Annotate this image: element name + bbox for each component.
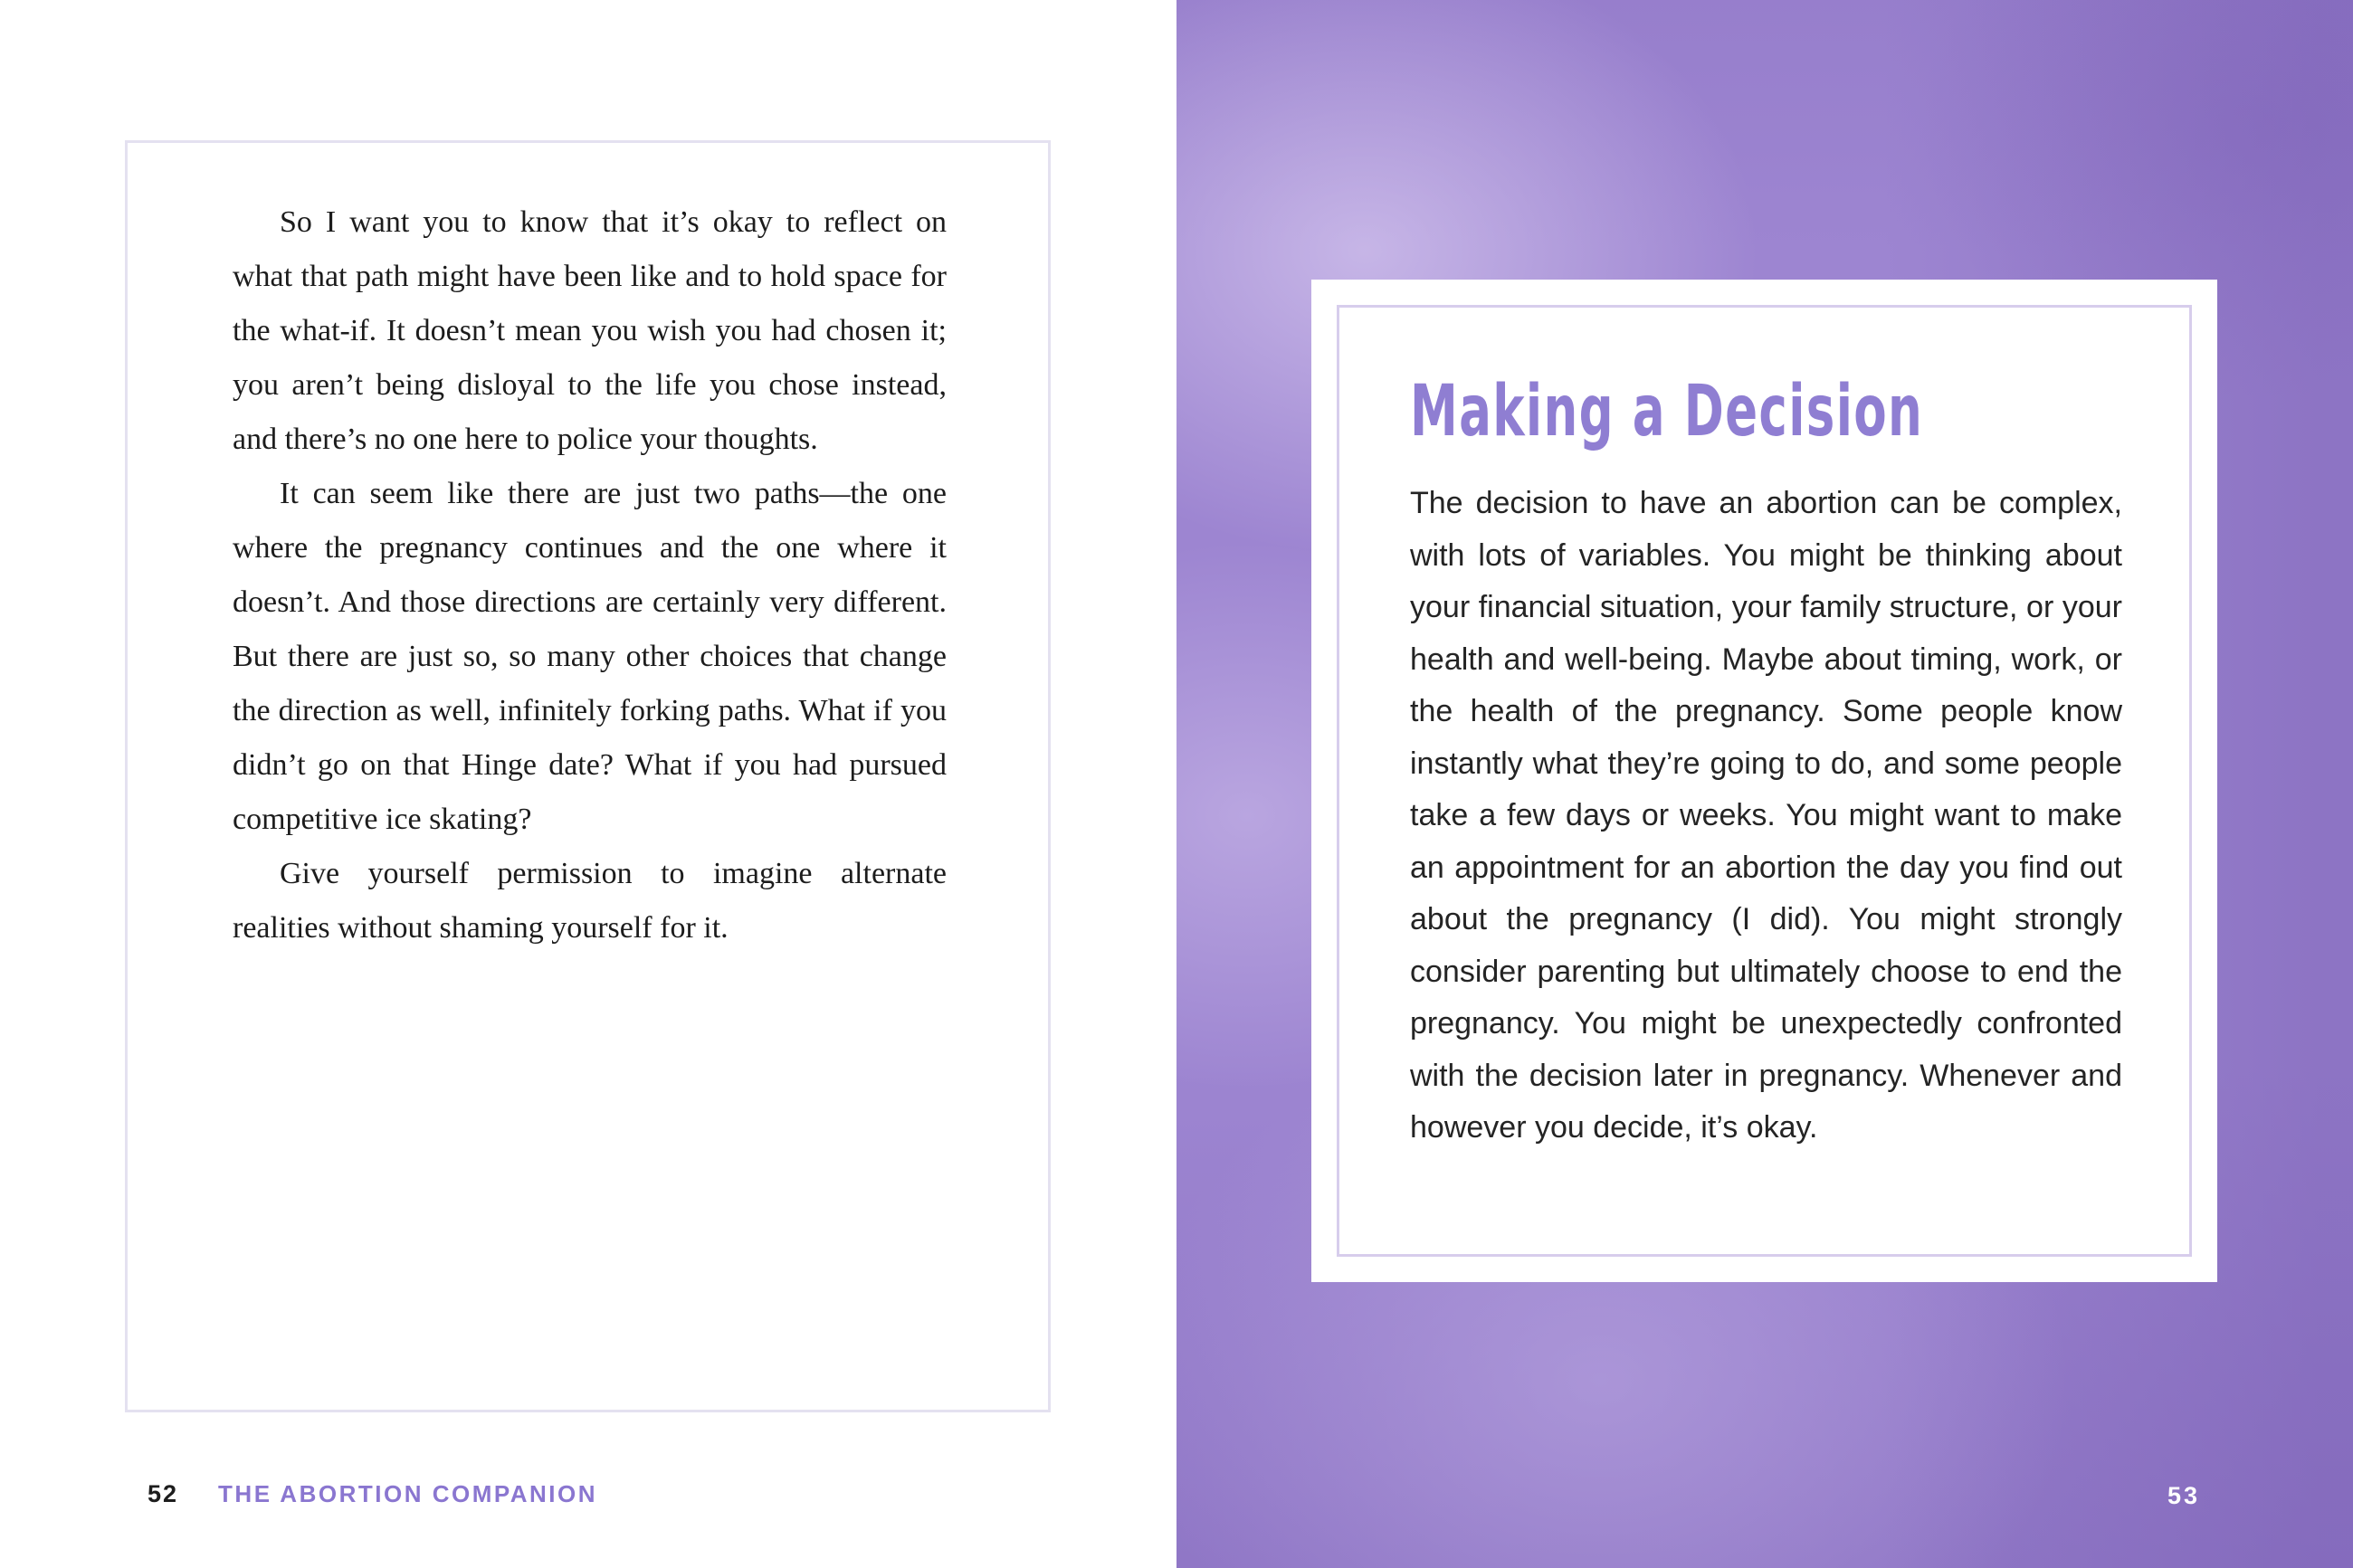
running-title: THE ABORTION COMPANION bbox=[218, 1480, 598, 1507]
body-paragraph: It can seem like there are just two paths—the one where the pregnancy continues and the one where it doesn’t. And those directions are certainly very different. But there are just so, so many other choices that change the direction as well, infinitely forking paths. What if you didn’t go on that Hinge date? What if you had pursued competitive ice skating? bbox=[233, 477, 947, 836]
left-page-text-frame bbox=[125, 140, 1051, 1412]
section-body: The decision to have an abortion can be complex, with lots of variables. You might be thinking about your financial situation, your family structure, or your health and well-being. Maybe about timing, work, or the health of the pregnancy. Some people know instantly what they’re going to do, and some people take a few days or weeks. You might want to make an appointment for an abortion the day you find out about the pregnancy (I did). You might strongly consider parenting but ultimately choose to end the pregnancy. You might be unexpectedly confronted with the decision later in pregnancy. Whenever and however you decide, it’s okay. bbox=[1410, 486, 2122, 1145]
page-number-right: 53 bbox=[2167, 1482, 2201, 1509]
decision-card-border bbox=[1337, 305, 2192, 1257]
section-heading: Making a Decision bbox=[1410, 371, 1924, 452]
left-page bbox=[0, 0, 1176, 1568]
body-paragraph: Give yourself permission to imagine alternate realities without shaming yourself for it. bbox=[233, 857, 947, 945]
page-number-left: 52 bbox=[148, 1480, 179, 1507]
decision-card-content bbox=[1339, 308, 2189, 1155]
left-page-footer bbox=[148, 1480, 597, 1508]
body-paragraph: So I want you to know that it’s okay to reflect on what that path might have been like and to hold space for the what-if. It doesn’t mean you wish you had chosen it; you aren’t being disloyal to the life you chose instead, and there’s no one here to police your thoughts. bbox=[233, 205, 947, 456]
right-page bbox=[1176, 0, 2353, 1568]
decision-card bbox=[1311, 280, 2217, 1282]
